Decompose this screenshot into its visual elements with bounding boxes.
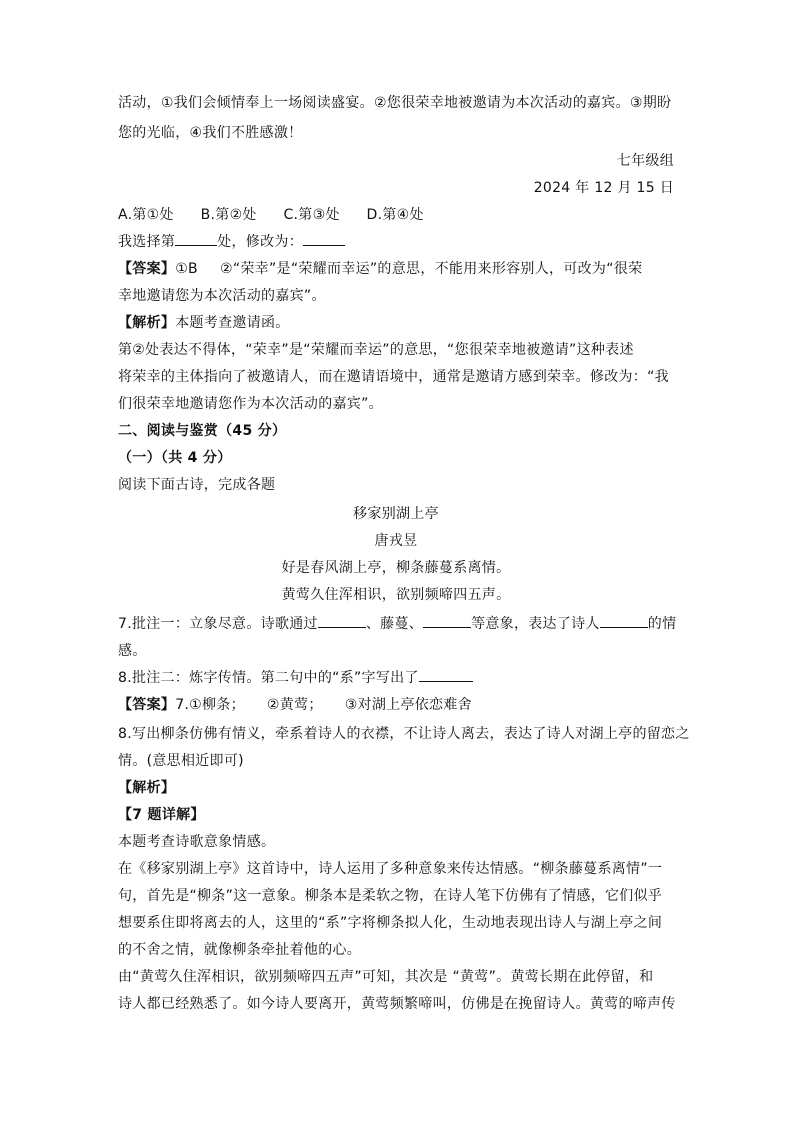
q7-line-1 bbox=[118, 612, 677, 636]
analysis6-line-2: 将荣幸的主体指向了被邀请人，而在邀请语境中，通常是邀请方感到荣幸。修改为：“我 bbox=[118, 369, 669, 385]
analysis78-sub: 【7 题详解】 bbox=[118, 807, 205, 823]
answer7-item-1: 7.①柳条； bbox=[175, 697, 245, 713]
poem-line-2: 黄莺久住浑相识，欲别频啼四五声。 bbox=[281, 587, 511, 603]
poem-author: 唐戎昱 bbox=[374, 533, 418, 549]
q6-prompt-part2: 处，修改为： bbox=[217, 234, 304, 250]
analysis78-line-5: 由“黄莺久住浑相识，欲别频啼四五声”可知，其次是 “黄莺”。黄莺长期在此停留，和 bbox=[118, 969, 654, 985]
q7-part3: 等意象，表达了诗人 bbox=[471, 616, 600, 632]
option-c: C.第③处 bbox=[283, 207, 340, 223]
analysis78-line-2: 句，首先是“柳条”这一意象。柳条本是柔软之物，在诗人笔下仿佛有了情感，它们似乎 bbox=[118, 888, 663, 904]
answer-blank bbox=[175, 230, 217, 246]
option-d: D.第④处 bbox=[366, 207, 424, 223]
answer8-line-1: 8.写出柳条仿佛有情义，牵系着诗人的衣襟，不让诗人离去，表达了诗人对湖上亭的留恋之 bbox=[118, 726, 690, 742]
invite-line-2: 您的光临，④我们不胜感激！ bbox=[118, 125, 303, 141]
q6-prompt bbox=[118, 230, 674, 254]
analysis-tag: 【解析】 bbox=[118, 315, 176, 331]
q7-part4: 的情 bbox=[647, 616, 677, 632]
q7-part2: 、藤蔓、 bbox=[365, 616, 424, 632]
analysis6-line-3: 们很荣幸地邀请您作为本次活动的嘉宾”。 bbox=[118, 396, 383, 412]
answer-blank bbox=[423, 612, 471, 628]
poem-line-1: 好是春风湖上亭，柳条藤蔓系离情。 bbox=[281, 560, 511, 576]
answer-tag: 【答案】 bbox=[118, 261, 176, 277]
answer-blank bbox=[318, 612, 366, 628]
analysis6-heading bbox=[118, 311, 674, 335]
answer8-line-2: 情。(意思相近即可) bbox=[118, 753, 244, 769]
answer-blank bbox=[419, 666, 473, 682]
section-subtitle: （一）（共 4 分） bbox=[118, 450, 232, 466]
analysis6-line-1: 第②处表达不得体，“荣幸”是“荣耀而幸运”的意思，“您很荣幸地被邀请”这种表述 bbox=[118, 342, 634, 358]
answer78-line bbox=[118, 693, 674, 717]
answer7-item-3: ③对湖上亭依恋难舍 bbox=[344, 697, 472, 713]
answer7-item-2: ②黄莺； bbox=[266, 697, 323, 713]
option-a: A.第①处 bbox=[118, 207, 174, 223]
q6-options bbox=[118, 203, 674, 227]
answer6-part1: ①B bbox=[175, 261, 198, 277]
answer6-line-2: 幸地邀请您为本次活动的嘉宾”。 bbox=[118, 288, 326, 304]
answer-tag: 【答案】 bbox=[118, 697, 176, 713]
section-instruction: 阅读下面古诗，完成各题 bbox=[118, 477, 276, 493]
q8-line bbox=[118, 666, 674, 690]
invite-line-1: 活动，①我们会倾情奉上一场阅读盛宴。②您很荣幸地被邀请为本次活动的嘉宾。③期盼 bbox=[118, 95, 672, 111]
answer6-line-1 bbox=[118, 257, 674, 281]
option-b: B.第②处 bbox=[200, 207, 257, 223]
analysis78-line-3: 想要系住即将离去的人，这里的“系”字将柳条拟人化，生动地表现出诗人与湖上亭之间 bbox=[118, 915, 663, 931]
q6-prompt-part1: 我选择第 bbox=[118, 234, 176, 250]
answer-blank bbox=[600, 612, 648, 628]
analysis78-line-4: 的不舍之情，就像柳条牵扯着他的心。 bbox=[118, 942, 362, 958]
invite-date: 2024 年 12 月 15 日 bbox=[533, 180, 674, 196]
analysis78-intro: 本题考查诗歌意象情感。 bbox=[118, 834, 276, 850]
q8-text: 8.批注二：炼字传情。第二句中的“系”字写出了 bbox=[118, 670, 419, 686]
q7-part1: 7.批注一：立象尽意。诗歌通过 bbox=[118, 616, 318, 632]
answer-blank bbox=[303, 230, 345, 246]
q7-line-2: 感。 bbox=[118, 643, 147, 659]
answer6-part2: ②“荣幸”是“荣耀而幸运”的意思，不能用来形容别人，可改为“很荣 bbox=[219, 261, 643, 277]
section-title: 二、阅读与鉴赏（45 分） bbox=[118, 423, 287, 439]
analysis78-tag: 【解析】 bbox=[118, 780, 176, 796]
analysis78-line-1: 在《移家别湖上亭》这首诗中，诗人运用了多种意象来传达情感。“柳条藤蔓系离情”一 bbox=[118, 861, 663, 877]
invite-signature: 七年级组 bbox=[616, 153, 674, 169]
poem-title: 移家别湖上亭 bbox=[353, 506, 439, 522]
analysis6-intro: 本题考查邀请函。 bbox=[175, 315, 290, 331]
analysis78-line-6: 诗人都已经熟悉了。如今诗人要离开，黄莺频繁啼叫，仿佛是在挽留诗人。黄莺的啼声传 bbox=[118, 996, 676, 1012]
